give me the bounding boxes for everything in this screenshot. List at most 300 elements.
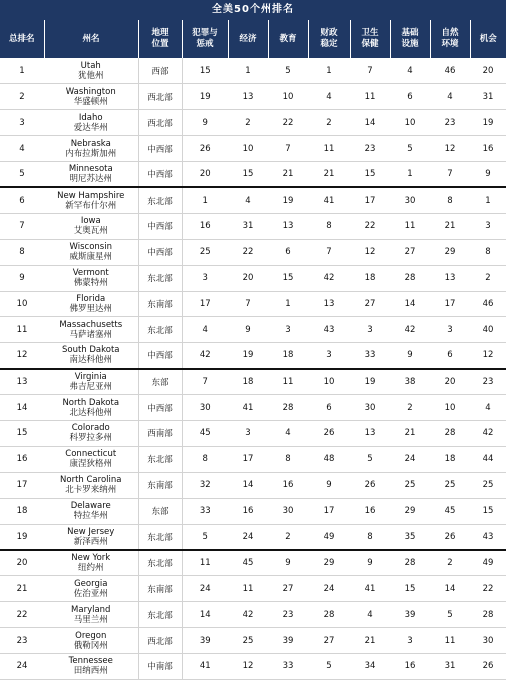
rank-cell: 19 bbox=[0, 524, 44, 550]
nature-rank-cell: 5 bbox=[430, 602, 470, 628]
state-cell bbox=[44, 472, 138, 498]
region-cell: 东北部 bbox=[138, 550, 182, 576]
state-name-zh: 内布拉斯加州 bbox=[65, 148, 117, 159]
state-name-en: Massachusetts bbox=[59, 319, 123, 330]
state-name-zh: 明尼苏达州 bbox=[69, 174, 112, 185]
crime-rank-cell: 3 bbox=[182, 265, 228, 291]
state-name-en: Delaware bbox=[70, 501, 111, 512]
state-name-en: Nebraska bbox=[70, 138, 111, 149]
column-header-label: 经济 bbox=[239, 33, 257, 44]
crime-rank-cell: 4 bbox=[182, 317, 228, 343]
education-rank-cell: 10 bbox=[268, 84, 308, 110]
state-cell bbox=[44, 550, 138, 576]
table-row bbox=[0, 472, 506, 498]
state-name-zh: 俄勒冈州 bbox=[73, 640, 108, 651]
nature-rank-cell: 10 bbox=[430, 395, 470, 421]
infra-rank-cell: 1 bbox=[390, 162, 430, 188]
state-name-zh: 佛蒙特州 bbox=[73, 278, 108, 289]
rank-cell: 7 bbox=[0, 213, 44, 239]
rank-cell: 3 bbox=[0, 110, 44, 136]
state-name-en: Florida bbox=[76, 293, 106, 304]
region-cell: 西南部 bbox=[138, 420, 182, 446]
opportunity-rank-cell: 3 bbox=[470, 213, 506, 239]
column-header-label: 惩戒 bbox=[196, 39, 214, 49]
education-rank-cell: 19 bbox=[268, 187, 308, 213]
economy-rank-cell: 22 bbox=[228, 239, 268, 265]
fiscal-rank-cell: 11 bbox=[308, 136, 350, 162]
state-name-en: New York bbox=[71, 553, 111, 564]
infra-rank-cell: 2 bbox=[390, 395, 430, 421]
column-header[interactable] bbox=[138, 20, 182, 58]
opportunity-rank-cell: 43 bbox=[470, 524, 506, 550]
infra-rank-cell: 35 bbox=[390, 524, 430, 550]
education-rank-cell: 30 bbox=[268, 498, 308, 524]
nature-rank-cell: 12 bbox=[430, 136, 470, 162]
health-rank-cell: 17 bbox=[350, 187, 390, 213]
state-name-zh: 马里兰州 bbox=[73, 614, 108, 625]
health-rank-cell: 11 bbox=[350, 84, 390, 110]
table-row bbox=[0, 84, 506, 110]
economy-rank-cell: 42 bbox=[228, 602, 268, 628]
column-header-label: 总排名 bbox=[8, 33, 35, 44]
opportunity-rank-cell: 9 bbox=[470, 162, 506, 188]
opportunity-rank-cell: 31 bbox=[470, 84, 506, 110]
column-header[interactable] bbox=[44, 20, 138, 58]
region-cell: 中西部 bbox=[138, 162, 182, 188]
crime-rank-cell: 1 bbox=[182, 187, 228, 213]
state-name-zh: 田纳西州 bbox=[73, 666, 108, 677]
nature-rank-cell: 29 bbox=[430, 239, 470, 265]
region-cell: 东北部 bbox=[138, 602, 182, 628]
column-header[interactable] bbox=[228, 20, 268, 58]
opportunity-rank-cell: 49 bbox=[470, 550, 506, 576]
nature-rank-cell: 8 bbox=[430, 187, 470, 213]
state-cell bbox=[44, 369, 138, 395]
education-rank-cell: 11 bbox=[268, 369, 308, 395]
rank-cell: 24 bbox=[0, 653, 44, 679]
table-row bbox=[0, 291, 506, 317]
nature-rank-cell: 18 bbox=[430, 446, 470, 472]
economy-rank-cell: 18 bbox=[228, 369, 268, 395]
education-rank-cell: 1 bbox=[268, 291, 308, 317]
crime-rank-cell: 32 bbox=[182, 472, 228, 498]
state-name-en: New Hampshire bbox=[57, 190, 125, 201]
state-cell bbox=[44, 84, 138, 110]
health-rank-cell: 19 bbox=[350, 369, 390, 395]
table-row bbox=[0, 628, 506, 654]
column-header-label: 州名 bbox=[82, 33, 100, 44]
rank-cell: 8 bbox=[0, 239, 44, 265]
column-header-label: 地理 bbox=[151, 28, 169, 38]
state-name-en: New Jersey bbox=[67, 526, 115, 537]
state-name-en: Wisconsin bbox=[69, 242, 112, 253]
opportunity-rank-cell: 1 bbox=[470, 187, 506, 213]
state-name-zh: 纽约州 bbox=[77, 563, 104, 574]
opportunity-rank-cell: 2 bbox=[470, 265, 506, 291]
crime-rank-cell: 11 bbox=[182, 550, 228, 576]
state-cell bbox=[44, 162, 138, 188]
state-name-en: North Dakota bbox=[62, 397, 120, 408]
education-rank-cell: 15 bbox=[268, 265, 308, 291]
crime-rank-cell: 41 bbox=[182, 653, 228, 679]
state-name-zh: 科罗拉多州 bbox=[69, 433, 112, 444]
table-row bbox=[0, 550, 506, 576]
economy-rank-cell: 1 bbox=[228, 58, 268, 84]
fiscal-rank-cell: 8 bbox=[308, 213, 350, 239]
region-cell: 东北部 bbox=[138, 524, 182, 550]
crime-rank-cell: 20 bbox=[182, 162, 228, 188]
state-cell bbox=[44, 602, 138, 628]
region-cell: 中西部 bbox=[138, 395, 182, 421]
fiscal-rank-cell: 5 bbox=[308, 653, 350, 679]
table-row bbox=[0, 369, 506, 395]
economy-rank-cell: 19 bbox=[228, 343, 268, 369]
nature-rank-cell: 31 bbox=[430, 653, 470, 679]
education-rank-cell: 21 bbox=[268, 162, 308, 188]
rank-cell: 21 bbox=[0, 576, 44, 602]
region-cell: 东北部 bbox=[138, 446, 182, 472]
economy-rank-cell: 45 bbox=[228, 550, 268, 576]
opportunity-rank-cell: 26 bbox=[470, 653, 506, 679]
health-rank-cell: 34 bbox=[350, 653, 390, 679]
nature-rank-cell: 23 bbox=[430, 110, 470, 136]
state-cell bbox=[44, 110, 138, 136]
state-name-zh: 华盛顿州 bbox=[73, 96, 108, 107]
fiscal-rank-cell: 13 bbox=[308, 291, 350, 317]
infra-rank-cell: 30 bbox=[390, 187, 430, 213]
state-cell bbox=[44, 524, 138, 550]
fiscal-rank-cell: 42 bbox=[308, 265, 350, 291]
economy-rank-cell: 11 bbox=[228, 576, 268, 602]
opportunity-rank-cell: 15 bbox=[470, 498, 506, 524]
table-row bbox=[0, 395, 506, 421]
rank-cell: 13 bbox=[0, 369, 44, 395]
table-row bbox=[0, 110, 506, 136]
rank-cell: 23 bbox=[0, 628, 44, 654]
state-name-en: Oregon bbox=[75, 630, 107, 641]
state-name-en: Tennessee bbox=[68, 656, 113, 667]
crime-rank-cell: 16 bbox=[182, 213, 228, 239]
state-name-zh: 艾奥瓦州 bbox=[73, 226, 108, 237]
opportunity-rank-cell: 44 bbox=[470, 446, 506, 472]
column-header[interactable] bbox=[470, 20, 506, 58]
fiscal-rank-cell: 10 bbox=[308, 369, 350, 395]
health-rank-cell: 22 bbox=[350, 213, 390, 239]
rank-cell: 17 bbox=[0, 472, 44, 498]
region-cell: 东南部 bbox=[138, 291, 182, 317]
state-name-en: Minnesota bbox=[68, 164, 113, 175]
education-rank-cell: 6 bbox=[268, 239, 308, 265]
column-header[interactable] bbox=[390, 20, 430, 58]
opportunity-rank-cell: 42 bbox=[470, 420, 506, 446]
education-rank-cell: 18 bbox=[268, 343, 308, 369]
table-row bbox=[0, 239, 506, 265]
state-name-zh: 马萨诸塞州 bbox=[69, 329, 112, 340]
rank-cell: 12 bbox=[0, 343, 44, 369]
state-name-zh: 康涅狄格州 bbox=[69, 459, 112, 470]
crime-rank-cell: 5 bbox=[182, 524, 228, 550]
opportunity-rank-cell: 28 bbox=[470, 602, 506, 628]
economy-rank-cell: 12 bbox=[228, 653, 268, 679]
state-name-en: Utah bbox=[80, 60, 101, 71]
nature-rank-cell: 46 bbox=[430, 58, 470, 84]
rank-cell: 9 bbox=[0, 265, 44, 291]
region-cell: 西北部 bbox=[138, 84, 182, 110]
infra-rank-cell: 42 bbox=[390, 317, 430, 343]
fiscal-rank-cell: 21 bbox=[308, 162, 350, 188]
economy-rank-cell: 10 bbox=[228, 136, 268, 162]
infra-rank-cell: 5 bbox=[390, 136, 430, 162]
education-rank-cell: 3 bbox=[268, 317, 308, 343]
health-rank-cell: 8 bbox=[350, 524, 390, 550]
education-rank-cell: 13 bbox=[268, 213, 308, 239]
crime-rank-cell: 8 bbox=[182, 446, 228, 472]
economy-rank-cell: 17 bbox=[228, 446, 268, 472]
state-name-en: Iowa bbox=[80, 216, 101, 227]
ranking-table bbox=[0, 20, 506, 680]
health-rank-cell: 7 bbox=[350, 58, 390, 84]
region-cell: 东北部 bbox=[138, 187, 182, 213]
state-name-en: Virginia bbox=[74, 371, 107, 382]
opportunity-rank-cell: 25 bbox=[470, 472, 506, 498]
economy-rank-cell: 2 bbox=[228, 110, 268, 136]
table-row bbox=[0, 446, 506, 472]
health-rank-cell: 14 bbox=[350, 110, 390, 136]
education-rank-cell: 8 bbox=[268, 446, 308, 472]
health-rank-cell: 16 bbox=[350, 498, 390, 524]
nature-rank-cell: 2 bbox=[430, 550, 470, 576]
opportunity-rank-cell: 12 bbox=[470, 343, 506, 369]
table-row bbox=[0, 343, 506, 369]
column-header[interactable] bbox=[0, 20, 44, 58]
region-cell: 东北部 bbox=[138, 317, 182, 343]
nature-rank-cell: 3 bbox=[430, 317, 470, 343]
opportunity-rank-cell: 8 bbox=[470, 239, 506, 265]
column-header-label: 卫生 bbox=[361, 28, 379, 38]
health-rank-cell: 13 bbox=[350, 420, 390, 446]
state-cell bbox=[44, 291, 138, 317]
fiscal-rank-cell: 41 bbox=[308, 187, 350, 213]
state-cell bbox=[44, 576, 138, 602]
fiscal-rank-cell: 4 bbox=[308, 84, 350, 110]
nature-rank-cell: 13 bbox=[430, 265, 470, 291]
table-row bbox=[0, 524, 506, 550]
crime-rank-cell: 26 bbox=[182, 136, 228, 162]
fiscal-rank-cell: 24 bbox=[308, 576, 350, 602]
nature-rank-cell: 21 bbox=[430, 213, 470, 239]
opportunity-rank-cell: 4 bbox=[470, 395, 506, 421]
table-row bbox=[0, 136, 506, 162]
health-rank-cell: 9 bbox=[350, 550, 390, 576]
region-cell: 西部 bbox=[138, 58, 182, 84]
nature-rank-cell: 25 bbox=[430, 472, 470, 498]
state-name-zh: 特拉华州 bbox=[73, 511, 108, 522]
state-cell bbox=[44, 420, 138, 446]
health-rank-cell: 3 bbox=[350, 317, 390, 343]
education-rank-cell: 16 bbox=[268, 472, 308, 498]
state-cell bbox=[44, 213, 138, 239]
crime-rank-cell: 15 bbox=[182, 58, 228, 84]
infra-rank-cell: 24 bbox=[390, 446, 430, 472]
fiscal-rank-cell: 7 bbox=[308, 239, 350, 265]
opportunity-rank-cell: 20 bbox=[470, 58, 506, 84]
fiscal-rank-cell: 1 bbox=[308, 58, 350, 84]
state-cell bbox=[44, 446, 138, 472]
health-rank-cell: 18 bbox=[350, 265, 390, 291]
region-cell: 中西部 bbox=[138, 343, 182, 369]
crime-rank-cell: 33 bbox=[182, 498, 228, 524]
region-cell: 西北部 bbox=[138, 110, 182, 136]
fiscal-rank-cell: 2 bbox=[308, 110, 350, 136]
table-row bbox=[0, 653, 506, 679]
infra-rank-cell: 14 bbox=[390, 291, 430, 317]
health-rank-cell: 12 bbox=[350, 239, 390, 265]
crime-rank-cell: 42 bbox=[182, 343, 228, 369]
state-name-en: North Carolina bbox=[60, 475, 122, 486]
state-cell bbox=[44, 498, 138, 524]
state-name-en: Vermont bbox=[72, 268, 109, 279]
table-row bbox=[0, 265, 506, 291]
state-cell bbox=[44, 628, 138, 654]
fiscal-rank-cell: 6 bbox=[308, 395, 350, 421]
education-rank-cell: 7 bbox=[268, 136, 308, 162]
education-rank-cell: 28 bbox=[268, 395, 308, 421]
state-name-en: Connecticut bbox=[65, 449, 117, 460]
state-name-en: South Dakota bbox=[61, 345, 120, 356]
opportunity-rank-cell: 23 bbox=[470, 369, 506, 395]
infra-rank-cell: 9 bbox=[390, 343, 430, 369]
economy-rank-cell: 16 bbox=[228, 498, 268, 524]
economy-rank-cell: 7 bbox=[228, 291, 268, 317]
rank-cell: 11 bbox=[0, 317, 44, 343]
table-body bbox=[0, 58, 506, 679]
crime-rank-cell: 30 bbox=[182, 395, 228, 421]
crime-rank-cell: 19 bbox=[182, 84, 228, 110]
state-cell bbox=[44, 265, 138, 291]
table-row bbox=[0, 187, 506, 213]
health-rank-cell: 23 bbox=[350, 136, 390, 162]
nature-rank-cell: 14 bbox=[430, 576, 470, 602]
column-header[interactable] bbox=[268, 20, 308, 58]
crime-rank-cell: 14 bbox=[182, 602, 228, 628]
infra-rank-cell: 38 bbox=[390, 369, 430, 395]
nature-rank-cell: 26 bbox=[430, 524, 470, 550]
column-header-label: 犯罪与 bbox=[192, 28, 218, 38]
state-cell bbox=[44, 239, 138, 265]
region-cell: 中西部 bbox=[138, 136, 182, 162]
region-cell: 东南部 bbox=[138, 576, 182, 602]
state-name-zh: 威斯康星州 bbox=[69, 252, 112, 263]
state-name-zh: 佐治亚州 bbox=[73, 588, 108, 599]
infra-rank-cell: 10 bbox=[390, 110, 430, 136]
state-cell bbox=[44, 136, 138, 162]
column-header[interactable] bbox=[350, 20, 390, 58]
health-rank-cell: 15 bbox=[350, 162, 390, 188]
education-rank-cell: 2 bbox=[268, 524, 308, 550]
infra-rank-cell: 15 bbox=[390, 576, 430, 602]
fiscal-rank-cell: 48 bbox=[308, 446, 350, 472]
region-cell: 东南部 bbox=[138, 472, 182, 498]
state-name-zh: 爱达华州 bbox=[73, 122, 108, 133]
table-row bbox=[0, 213, 506, 239]
column-header-label: 机会 bbox=[479, 33, 497, 44]
health-rank-cell: 5 bbox=[350, 446, 390, 472]
infra-rank-cell: 6 bbox=[390, 84, 430, 110]
fiscal-rank-cell: 17 bbox=[308, 498, 350, 524]
rank-cell: 4 bbox=[0, 136, 44, 162]
infra-rank-cell: 3 bbox=[390, 628, 430, 654]
fiscal-rank-cell: 49 bbox=[308, 524, 350, 550]
column-header-label: 财政 bbox=[320, 28, 338, 38]
health-rank-cell: 30 bbox=[350, 395, 390, 421]
economy-rank-cell: 4 bbox=[228, 187, 268, 213]
region-cell: 中西部 bbox=[138, 213, 182, 239]
state-name-zh: 弗吉尼亚州 bbox=[69, 381, 112, 392]
rank-cell: 20 bbox=[0, 550, 44, 576]
table-row bbox=[0, 576, 506, 602]
opportunity-rank-cell: 30 bbox=[470, 628, 506, 654]
rank-cell: 22 bbox=[0, 602, 44, 628]
economy-rank-cell: 15 bbox=[228, 162, 268, 188]
infra-rank-cell: 27 bbox=[390, 239, 430, 265]
infra-rank-cell: 25 bbox=[390, 472, 430, 498]
column-header[interactable] bbox=[308, 20, 350, 58]
rank-cell: 15 bbox=[0, 420, 44, 446]
nature-rank-cell: 17 bbox=[430, 291, 470, 317]
state-cell bbox=[44, 187, 138, 213]
health-rank-cell: 27 bbox=[350, 291, 390, 317]
opportunity-rank-cell: 40 bbox=[470, 317, 506, 343]
fiscal-rank-cell: 29 bbox=[308, 550, 350, 576]
crime-rank-cell: 17 bbox=[182, 291, 228, 317]
table-row bbox=[0, 58, 506, 84]
state-cell bbox=[44, 317, 138, 343]
state-name-en: Washington bbox=[65, 86, 116, 97]
region-cell: 中南部 bbox=[138, 653, 182, 679]
state-name-zh: 犹他州 bbox=[77, 70, 104, 81]
region-cell: 西北部 bbox=[138, 628, 182, 654]
crime-rank-cell: 39 bbox=[182, 628, 228, 654]
economy-rank-cell: 41 bbox=[228, 395, 268, 421]
column-header-label: 基础 bbox=[401, 28, 419, 38]
column-header[interactable] bbox=[182, 20, 228, 58]
page-title: 全美50个州排名 bbox=[0, 0, 506, 20]
rank-cell: 16 bbox=[0, 446, 44, 472]
economy-rank-cell: 14 bbox=[228, 472, 268, 498]
infra-rank-cell: 21 bbox=[390, 420, 430, 446]
opportunity-rank-cell: 46 bbox=[470, 291, 506, 317]
column-header-label: 保健 bbox=[361, 39, 379, 49]
column-header[interactable] bbox=[430, 20, 470, 58]
state-cell bbox=[44, 395, 138, 421]
education-rank-cell: 9 bbox=[268, 550, 308, 576]
education-rank-cell: 5 bbox=[268, 58, 308, 84]
table-row bbox=[0, 317, 506, 343]
header-row bbox=[0, 20, 506, 58]
column-header-label: 教育 bbox=[279, 33, 297, 44]
infra-rank-cell: 11 bbox=[390, 213, 430, 239]
economy-rank-cell: 24 bbox=[228, 524, 268, 550]
fiscal-rank-cell: 9 bbox=[308, 472, 350, 498]
rank-cell: 5 bbox=[0, 162, 44, 188]
education-rank-cell: 22 bbox=[268, 110, 308, 136]
state-name-zh: 佛罗里达州 bbox=[69, 303, 112, 314]
region-cell: 东北部 bbox=[138, 265, 182, 291]
economy-rank-cell: 20 bbox=[228, 265, 268, 291]
nature-rank-cell: 45 bbox=[430, 498, 470, 524]
rank-cell: 14 bbox=[0, 395, 44, 421]
state-name-en: Idaho bbox=[78, 112, 103, 123]
